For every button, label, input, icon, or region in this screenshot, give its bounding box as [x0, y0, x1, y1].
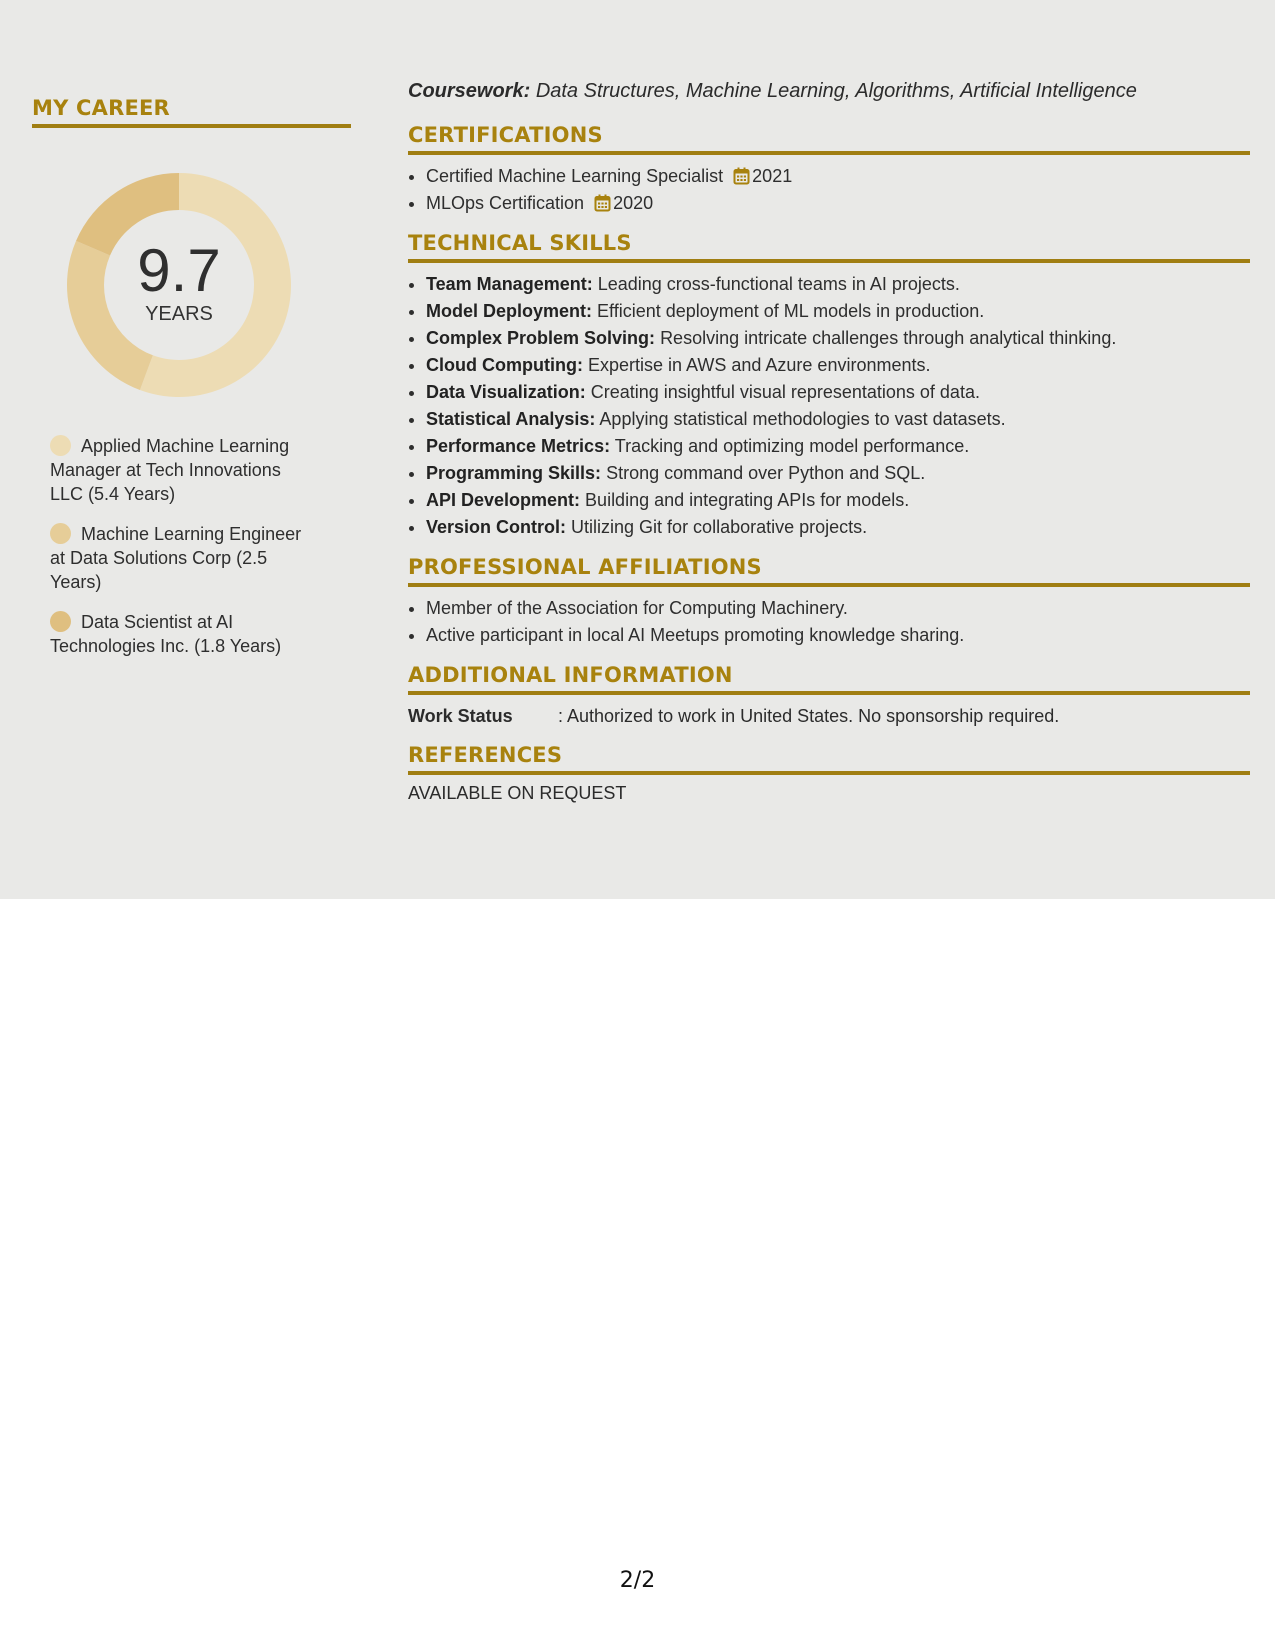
skill-name: Model Deployment:: [426, 301, 593, 321]
legend-label: Machine Learning Engineer at Data Solutions Corp (2.5 Years): [50, 524, 302, 592]
skill-item: [426, 433, 1250, 460]
skill-description: Expertise in AWS and Azure environments.: [587, 355, 931, 375]
skill-name: Team Management:: [426, 274, 593, 294]
skill-item: [426, 379, 1250, 406]
affiliation-item: • Active participant in local AI Meetups promoting knowledge sharing.: [426, 622, 1250, 649]
calendar-icon: [594, 194, 611, 212]
affiliations-list: [408, 595, 1250, 649]
certifications-list: [408, 163, 1250, 217]
work-status-label: Work Status: [408, 706, 513, 726]
work-status-row: [408, 703, 1250, 729]
skill-name: Statistical Analysis:: [426, 409, 596, 429]
certification-item: [426, 190, 1250, 217]
coursework-label: Coursework:: [408, 80, 531, 102]
career-title: MY CAREER: [32, 96, 351, 128]
legend-label: Applied Machine Learning Manager at Tech Innovations LLC (5.4 Years): [50, 436, 290, 504]
skill-name: Data Visualization:: [426, 382, 586, 402]
certification-name: Certified Machine Learning Specialist: [426, 166, 724, 186]
total-years-value: 9.7: [137, 236, 221, 304]
skill-name: Version Control:: [426, 517, 567, 537]
skill-name: Performance Metrics:: [426, 436, 611, 456]
coursework: [408, 80, 1250, 103]
career-legend-item: [50, 522, 312, 594]
skill-item: [426, 487, 1250, 514]
skills-title: TECHNICAL SKILLS: [408, 231, 1250, 263]
donut-center: [66, 172, 292, 398]
certification-name: MLOps Certification: [426, 193, 585, 213]
total-years-unit: YEARS: [145, 302, 213, 325]
skill-item: [426, 352, 1250, 379]
additional-info-title: ADDITIONAL INFORMATION: [408, 663, 1250, 695]
skill-description: Strong command over Python and SQL.: [606, 463, 926, 483]
certifications-title: CERTIFICATIONS: [408, 123, 1250, 155]
affiliations-title: PROFESSIONAL AFFILIATIONS: [408, 555, 1250, 587]
skill-description: Creating insightful visual representations of data.: [590, 382, 980, 402]
work-status-value: : Authorized to work in United States. No sponsorship required.: [558, 706, 1060, 726]
certification-year: 2020: [613, 193, 654, 213]
legend-swatch: [50, 611, 71, 632]
skill-item: [426, 271, 1250, 298]
skill-name: Programming Skills:: [426, 463, 602, 483]
career-legend-item: [50, 610, 312, 658]
career-legend: [50, 434, 312, 658]
references-title: REFERENCES: [408, 743, 1250, 775]
affiliation-item: • Member of the Association for Computing Machinery.: [426, 595, 1250, 622]
skill-item: [426, 406, 1250, 433]
skill-description: Building and integrating APIs for models.: [585, 490, 910, 510]
coursework-text: Data Structures, Machine Learning, Algorithms, Artificial Intelligence: [535, 80, 1137, 102]
skill-description: Tracking and optimizing model performance.: [614, 436, 970, 456]
career-legend-item: [50, 434, 312, 506]
skill-description: Applying statistical methodologies to vast datasets.: [599, 409, 1006, 429]
skill-description: Utilizing Git for collaborative projects.: [571, 517, 868, 537]
calendar-icon: [733, 167, 750, 185]
skill-item: [426, 514, 1250, 541]
career-sidebar: [32, 96, 351, 674]
resume-main: [408, 80, 1250, 804]
certification-item: [426, 163, 1250, 190]
skills-list: [408, 271, 1250, 541]
skill-item: [426, 298, 1250, 325]
legend-swatch: [50, 435, 71, 456]
career-donut-chart: [66, 172, 292, 398]
legend-label: Data Scientist at AI Technologies Inc. (1.8 Years): [50, 612, 282, 656]
skill-name: Complex Problem Solving:: [426, 328, 656, 348]
legend-swatch: [50, 523, 71, 544]
skill-name: API Development:: [426, 490, 581, 510]
skill-description: Leading cross-functional teams in AI projects.: [597, 274, 960, 294]
page-number: 2/2: [619, 1568, 656, 1593]
skill-item: [426, 325, 1250, 352]
skill-item: [426, 460, 1250, 487]
skill-description: Resolving intricate challenges through analytical thinking.: [660, 328, 1117, 348]
skill-name: Cloud Computing:: [426, 355, 583, 375]
references-text: AVAILABLE ON REQUEST: [408, 783, 627, 803]
certification-year: 2021: [752, 166, 793, 186]
skill-description: Efficient deployment of ML models in production.: [597, 301, 985, 321]
